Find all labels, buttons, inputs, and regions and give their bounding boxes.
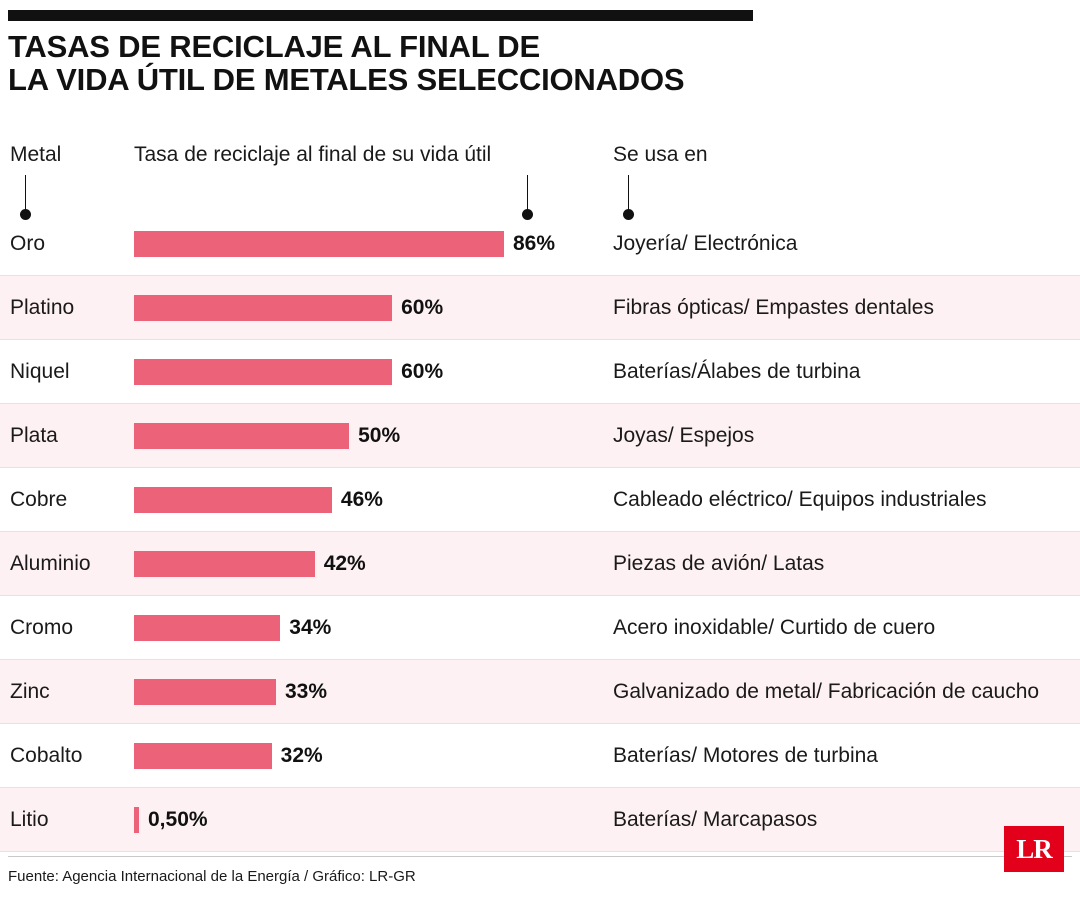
chart-row [0, 404, 1080, 468]
bar [134, 615, 280, 641]
top-rule-divider [8, 10, 753, 21]
usage-label: Baterías/ Motores de turbina [613, 743, 878, 767]
page-title-line-2: LA VIDA ÚTIL DE METALES SELECCIONADOS [8, 62, 685, 97]
bar-value-label: 34% [289, 615, 332, 639]
metal-label: Cobre [10, 487, 68, 511]
metal-label: Niquel [10, 359, 70, 383]
bar-value-label: 0,50% [148, 807, 208, 831]
column-header-rate: Tasa de reciclaje al final de su vida útil [134, 143, 492, 166]
usage-label: Joyas/ Espejos [613, 423, 755, 447]
bar [134, 423, 349, 449]
bar-value-label: 86% [513, 232, 556, 255]
source-note: Fuente: Agencia Internacional de la Energía / Gráfico: LR-GR [8, 868, 416, 885]
bar-container [134, 295, 443, 321]
chart-rows [0, 212, 1080, 852]
bar-container [134, 231, 555, 257]
usage-label: Fibras ópticas/ Empastes dentales [613, 295, 934, 319]
chart-row [0, 276, 1080, 340]
metal-label: Plata [10, 423, 58, 447]
usage-label: Baterías/Álabes de turbina [613, 359, 861, 383]
bar-value-label: 60% [401, 359, 444, 383]
bar [134, 295, 392, 321]
bar-container [134, 615, 331, 641]
footer-divider [8, 856, 1072, 857]
bar [134, 231, 504, 257]
bar-container [134, 743, 323, 769]
bar [134, 359, 392, 385]
bar [134, 807, 139, 833]
chart-row [0, 724, 1080, 788]
usage-label: Galvanizado de metal/ Fabricación de caucho [613, 679, 1040, 703]
bar [134, 487, 332, 513]
metal-label: Litio [10, 807, 49, 831]
metal-label: Cobalto [10, 743, 83, 767]
bar-value-label: 42% [323, 551, 366, 575]
bar [134, 743, 272, 769]
metal-label: Oro [10, 232, 46, 255]
bar-container [134, 359, 443, 385]
chart-row [0, 660, 1080, 724]
publisher-logo: LR [1004, 826, 1064, 872]
bar-value-label: 60% [401, 295, 444, 319]
bar-container [134, 423, 400, 449]
usage-label: Acero inoxidable/ Curtido de cuero [613, 615, 936, 639]
bar-value-label: 50% [358, 423, 401, 447]
chart-row [0, 596, 1080, 660]
bar-value-label: 46% [340, 487, 383, 511]
page-title [8, 30, 908, 96]
bar-value-label: 33% [284, 679, 327, 703]
column-header-used-in: Se usa en [613, 143, 708, 166]
bar [134, 679, 276, 705]
column-header-metal: Metal [10, 143, 62, 166]
bar-container [134, 551, 366, 577]
metal-label: Zinc [10, 679, 50, 703]
chart-row [0, 340, 1080, 404]
chart-row [0, 788, 1080, 852]
bar-container [134, 487, 383, 513]
page-title-line-1: TASAS DE RECICLAJE AL FINAL DE [8, 29, 540, 64]
usage-label: Cableado eléctrico/ Equipos industriales [613, 487, 987, 511]
metal-label: Aluminio [10, 551, 91, 575]
usage-label: Joyería/ Electrónica [613, 232, 798, 255]
chart-row [0, 532, 1080, 596]
metal-label: Platino [10, 295, 75, 319]
bar-value-label: 32% [280, 743, 323, 767]
metal-label: Cromo [10, 615, 74, 639]
bar [134, 551, 315, 577]
usage-label: Baterías/ Marcapasos [613, 807, 818, 831]
usage-label: Piezas de avión/ Latas [613, 551, 825, 575]
chart-row [0, 212, 1080, 276]
bar-container [134, 679, 327, 705]
bar-container [134, 807, 208, 833]
chart-row [0, 468, 1080, 532]
